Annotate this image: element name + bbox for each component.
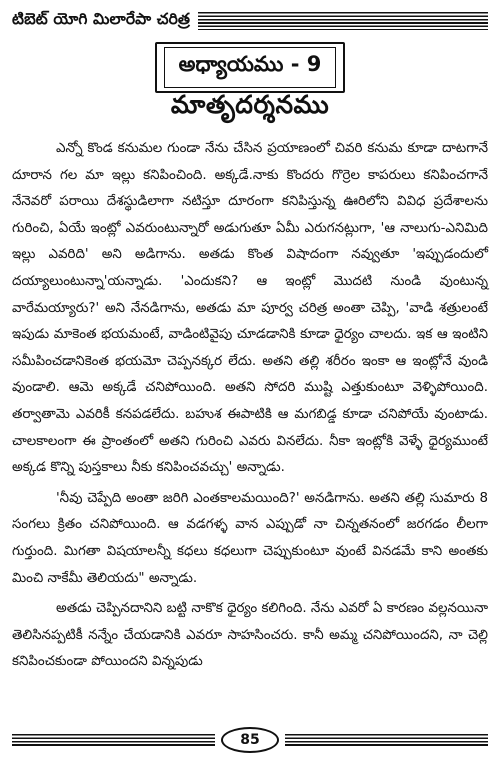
footer-rule-left xyxy=(12,734,215,746)
page-footer xyxy=(12,728,488,752)
paragraph-3: అతడు చెప్పినదానిని బట్టి నాకొక ధైర్యం కలిగింది. నేను ఎవరో ఏ కారణం వల్లనయినా తెలిసినప్పటికీ నన్నేం చేయడానికి ఎవరూ సాహసించరు. కానీ అమ్మ చనిపోయిందని, నా చెల్లి కనిపించకుండా పోయిందని విన్నపుడు xyxy=(12,601,488,670)
header-rule-lines xyxy=(198,12,488,30)
paragraph-1: ఎన్నో కొండ కనుమల గుండా నేను చేసిన ప్రయాణంలో చివరి కనుమ కూడా దాటగానే దూరాన గల మా ఇల్లు కనిపించింది. అక్కడే.నాకు కొందరు గొర్రెల కాపరులు కనిపించగానే నేనెవరో పరాయి దేశస్థుడిలాగా నటిస్తూ దూరంగా కనిపిస్తున్న ఊరిలోని వివిధ ప్రదేశాలను గురించి, ఏయే ఇంట్లో ఎవరుంటున్నారో అడుగుతూ ఏమీ ఎరుగనట్లుగా, 'ఆ నాలుగు-ఎనిమిది ఇల్లు ఎవరిది' అని అడిగాను. అతడు కొంత విషాదంగా నవ్వుతూ 'ఇప్పుడందులో దయ్యాలుంటున్నా'యన్నాడు. 'ఎందుకని? ఆ ఇంట్లో మొదటి నుండి వుంటున్న వారేమయ్యారు?' అని నేనడిగాను, అతడు మా పూర్వ చరిత్ర అంతా చెప్పి, 'వాడి శత్రులంటే ఇపుడు మాకెంత భయమంటే, వాడింటివైపు చూడడానికి కూడా ధైర్యం చాలదు. ఇక ఆ ఇంటిని సమీపించడానికెంత భయమో చెప్పనక్కర లేదు. అతని తల్లి శరీరం ఇంకా ఆ ఇంట్లోనే వుండి వుండాలి. ఆమె అక్కడే చనిపోయింది. అతని సోదరి ముష్టి ఎత్తుకుంటూ వెళ్ళిపోయింది. తర్వాతామె ఎవరికీ కనపడలేదు. బహుశ ఈపాటికి ఆ మగబిడ్డ కూడా చనిపోయే వుంటాడు. చాలకాలంగా ఈ ప్రాంతంలో అతని గురించి ఎవరు వినలేదు. నీకా ఇంట్లోకి వెళ్ళే ధైర్యముంటే అక్కడ కొన్ని పుస్తకాలు నీకు కనిపించవచ్చు' అన్నాడు. xyxy=(12,141,488,476)
chapter-label: అధ్యాయము - 9 xyxy=(164,47,337,88)
running-header xyxy=(12,4,488,38)
footer-rule-right xyxy=(285,734,488,746)
paragraph-2: 'నీవు చెప్పేది అంతా జరిగి ఎంతకాలమయింది?' అనడిగాను. అతని తల్లి సుమారు 8 సంగలు క్రితం చనిపోయింది. ఆ వడగళ్ళ వాన ఎప్పుడో నా చిన్నతనంలో జరగడం లీలగా గుర్తుంది. మిగతా విషయాలన్నీ కధలు కధలుగా చెప్పుకుంటూ వుంటే వినడమే కాని అంతకు మించి నాకేమీ తెలియదు" అన్నాడు. xyxy=(12,490,488,586)
chapter-label-wrap xyxy=(0,42,500,93)
chapter-label-box xyxy=(155,42,346,93)
body-text xyxy=(12,136,488,676)
running-title: టిబెట్ యోగి మిలారేపా చరిత్ర xyxy=(12,10,191,28)
page-number: 85 xyxy=(221,727,279,753)
chapter-title: మాతృదర్శనము xyxy=(170,90,330,119)
